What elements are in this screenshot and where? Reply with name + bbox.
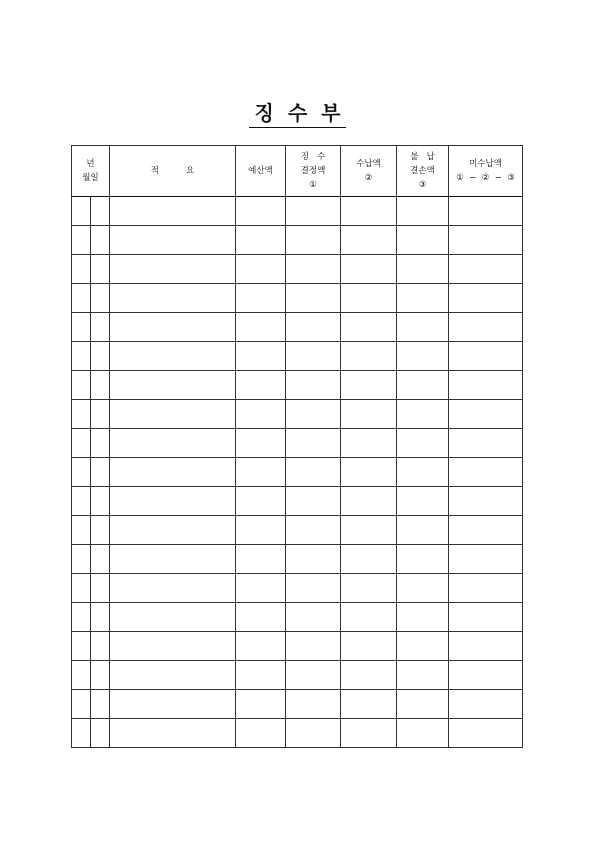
summary-cell (110, 226, 236, 255)
summary-cell (110, 197, 236, 226)
uncollected-cell (449, 371, 523, 400)
loss-cell (397, 255, 449, 284)
month-cell (72, 545, 91, 574)
header-loss-line1: 불 납 (410, 152, 435, 162)
table-row (72, 690, 523, 719)
month-cell (72, 603, 91, 632)
day-cell (91, 661, 110, 690)
loss-cell (397, 545, 449, 574)
received-cell (341, 400, 397, 429)
header-received-line2: ② (364, 173, 373, 183)
day-cell (91, 197, 110, 226)
summary-cell (110, 458, 236, 487)
loss-cell (397, 197, 449, 226)
table-row (72, 371, 523, 400)
budget-cell (236, 400, 286, 429)
header-uncollected-line2: ① − ② − ③ (456, 173, 515, 183)
summary-cell (110, 719, 236, 748)
day-cell (91, 632, 110, 661)
assessed-cell (286, 342, 341, 371)
day-cell (91, 429, 110, 458)
assessed-cell (286, 603, 341, 632)
uncollected-cell (449, 487, 523, 516)
month-cell (72, 284, 91, 313)
header-date (72, 146, 110, 197)
header-summary-label: 적 요 (150, 166, 195, 176)
budget-cell (236, 516, 286, 545)
assessed-cell (286, 719, 341, 748)
day-cell (91, 545, 110, 574)
received-cell (341, 342, 397, 371)
loss-cell (397, 226, 449, 255)
received-cell (341, 574, 397, 603)
received-cell (341, 226, 397, 255)
collection-ledger-table (71, 145, 523, 748)
table-row (72, 429, 523, 458)
table-row (72, 719, 523, 748)
summary-cell (110, 313, 236, 342)
received-cell (341, 371, 397, 400)
assessed-cell (286, 632, 341, 661)
uncollected-cell (449, 632, 523, 661)
assessed-cell (286, 284, 341, 313)
summary-cell (110, 574, 236, 603)
budget-cell (236, 226, 286, 255)
uncollected-cell (449, 197, 523, 226)
received-cell (341, 255, 397, 284)
summary-cell (110, 632, 236, 661)
summary-cell (110, 690, 236, 719)
day-cell (91, 574, 110, 603)
loss-cell (397, 400, 449, 429)
header-budget-label: 예산액 (248, 166, 273, 176)
assessed-cell (286, 458, 341, 487)
uncollected-cell (449, 429, 523, 458)
summary-cell (110, 661, 236, 690)
day-cell (91, 487, 110, 516)
table-row (72, 661, 523, 690)
assessed-cell (286, 545, 341, 574)
budget-cell (236, 284, 286, 313)
assessed-cell (286, 574, 341, 603)
budget-cell (236, 661, 286, 690)
month-cell (72, 516, 91, 545)
month-cell (72, 574, 91, 603)
month-cell (72, 226, 91, 255)
header-loss (397, 146, 449, 197)
month-cell (72, 197, 91, 226)
table-row (72, 400, 523, 429)
summary-cell (110, 545, 236, 574)
assessed-cell (286, 255, 341, 284)
budget-cell (236, 429, 286, 458)
header-uncollected (449, 146, 523, 197)
budget-cell (236, 255, 286, 284)
header-loss-line2: 결손액 (410, 166, 435, 176)
loss-cell (397, 632, 449, 661)
loss-cell (397, 516, 449, 545)
assessed-cell (286, 429, 341, 458)
summary-cell (110, 603, 236, 632)
received-cell (341, 197, 397, 226)
budget-cell (236, 545, 286, 574)
header-assessed-line2: 결정액 (300, 166, 326, 176)
table-row (72, 313, 523, 342)
received-cell (341, 632, 397, 661)
loss-cell (397, 458, 449, 487)
day-cell (91, 400, 110, 429)
uncollected-cell (449, 342, 523, 371)
table-row (72, 226, 523, 255)
page-title: 징수부 (254, 101, 355, 125)
loss-cell (397, 313, 449, 342)
summary-cell (110, 342, 236, 371)
uncollected-cell (449, 661, 523, 690)
received-cell (341, 313, 397, 342)
month-cell (72, 632, 91, 661)
summary-cell (110, 429, 236, 458)
month-cell (72, 661, 91, 690)
header-received (341, 146, 397, 197)
loss-cell (397, 661, 449, 690)
day-cell (91, 342, 110, 371)
uncollected-cell (449, 690, 523, 719)
uncollected-cell (449, 545, 523, 574)
table-row (72, 545, 523, 574)
budget-cell (236, 313, 286, 342)
assessed-cell (286, 226, 341, 255)
received-cell (341, 487, 397, 516)
received-cell (341, 545, 397, 574)
header-received-line1: 수납액 (356, 159, 381, 169)
loss-cell (397, 603, 449, 632)
header-budget (236, 146, 286, 197)
summary-cell (110, 400, 236, 429)
budget-cell (236, 574, 286, 603)
uncollected-cell (449, 574, 523, 603)
received-cell (341, 719, 397, 748)
table-row (72, 516, 523, 545)
loss-cell (397, 284, 449, 313)
table-row (72, 255, 523, 284)
received-cell (341, 458, 397, 487)
table-row (72, 342, 523, 371)
summary-cell (110, 371, 236, 400)
assessed-cell (286, 313, 341, 342)
received-cell (341, 661, 397, 690)
uncollected-cell (449, 284, 523, 313)
budget-cell (236, 603, 286, 632)
budget-cell (236, 197, 286, 226)
month-cell (72, 719, 91, 748)
day-cell (91, 255, 110, 284)
uncollected-cell (449, 603, 523, 632)
uncollected-cell (449, 516, 523, 545)
day-cell (91, 226, 110, 255)
table-row (72, 574, 523, 603)
month-cell (72, 342, 91, 371)
uncollected-cell (449, 313, 523, 342)
day-cell (91, 516, 110, 545)
received-cell (341, 284, 397, 313)
table-row (72, 487, 523, 516)
header-date-line1: 년 (86, 159, 95, 169)
table-row (72, 458, 523, 487)
month-cell (72, 400, 91, 429)
uncollected-cell (449, 719, 523, 748)
table-row (72, 197, 523, 226)
month-cell (72, 487, 91, 516)
day-cell (91, 603, 110, 632)
day-cell (91, 313, 110, 342)
budget-cell (236, 690, 286, 719)
assessed-cell (286, 197, 341, 226)
assessed-cell (286, 371, 341, 400)
header-uncollected-line1: 미수납액 (469, 159, 502, 169)
loss-cell (397, 487, 449, 516)
loss-cell (397, 719, 449, 748)
month-cell (72, 255, 91, 284)
day-cell (91, 371, 110, 400)
day-cell (91, 284, 110, 313)
summary-cell (110, 516, 236, 545)
header-date-line2: 월일 (82, 173, 99, 183)
month-cell (72, 313, 91, 342)
month-cell (72, 690, 91, 719)
loss-cell (397, 429, 449, 458)
assessed-cell (286, 400, 341, 429)
header-assessed-line1: 징 수 (300, 152, 326, 162)
budget-cell (236, 458, 286, 487)
loss-cell (397, 342, 449, 371)
table-row (72, 603, 523, 632)
day-cell (91, 458, 110, 487)
uncollected-cell (449, 226, 523, 255)
day-cell (91, 690, 110, 719)
header-loss-line3: ③ (418, 180, 427, 190)
header-assessed-line3: ① (309, 180, 317, 190)
loss-cell (397, 371, 449, 400)
title-underline (249, 127, 346, 128)
received-cell (341, 429, 397, 458)
loss-cell (397, 690, 449, 719)
ledger-body (72, 197, 523, 748)
budget-cell (236, 342, 286, 371)
table-row (72, 632, 523, 661)
received-cell (341, 603, 397, 632)
received-cell (341, 516, 397, 545)
received-cell (341, 690, 397, 719)
uncollected-cell (449, 400, 523, 429)
budget-cell (236, 632, 286, 661)
day-cell (91, 719, 110, 748)
summary-cell (110, 284, 236, 313)
table-row (72, 284, 523, 313)
summary-cell (110, 255, 236, 284)
month-cell (72, 429, 91, 458)
month-cell (72, 458, 91, 487)
summary-cell (110, 487, 236, 516)
assessed-cell (286, 516, 341, 545)
uncollected-cell (449, 458, 523, 487)
budget-cell (236, 371, 286, 400)
assessed-cell (286, 661, 341, 690)
header-assessed (286, 146, 341, 197)
uncollected-cell (449, 255, 523, 284)
budget-cell (236, 719, 286, 748)
budget-cell (236, 487, 286, 516)
assessed-cell (286, 487, 341, 516)
assessed-cell (286, 690, 341, 719)
month-cell (72, 371, 91, 400)
header-summary (110, 146, 236, 197)
header-row (72, 146, 523, 197)
loss-cell (397, 574, 449, 603)
